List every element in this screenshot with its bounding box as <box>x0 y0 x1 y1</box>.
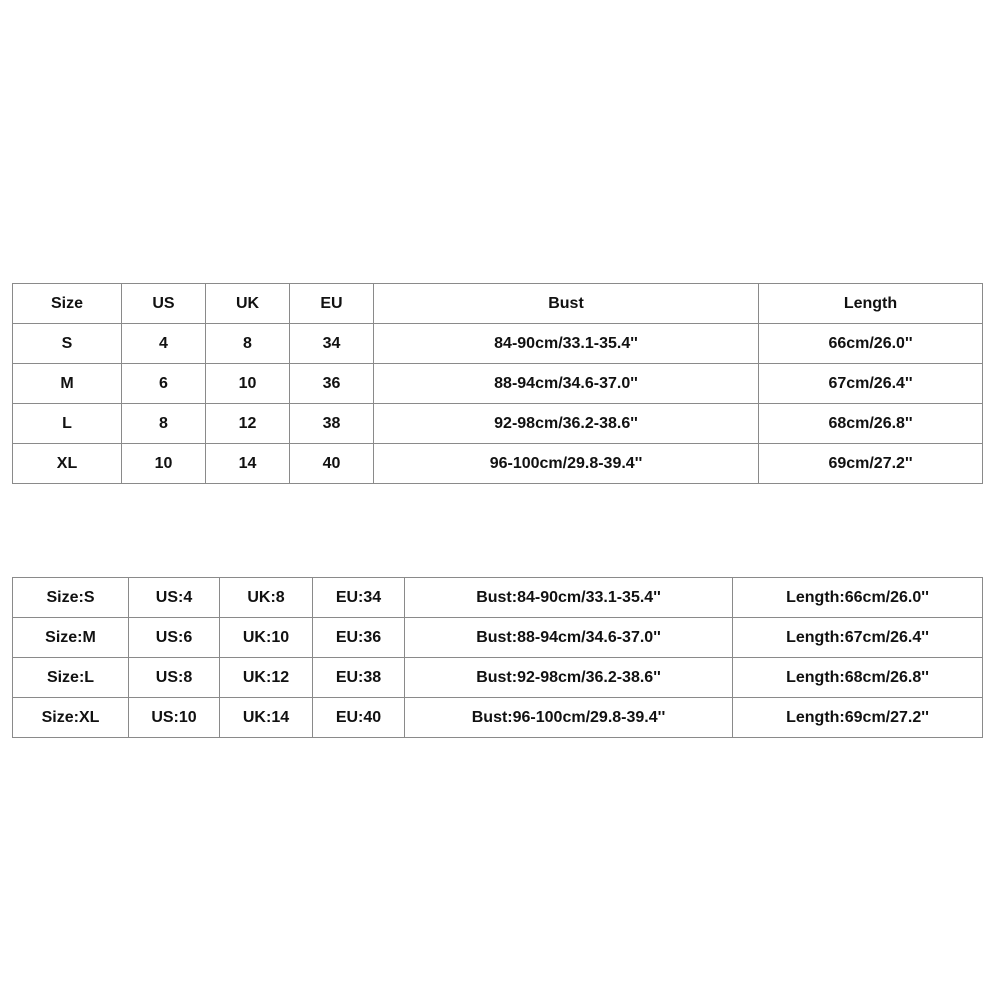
cell-us: US:8 <box>129 658 220 698</box>
cell-size: Size:S <box>13 578 129 618</box>
table-header-row <box>13 284 983 324</box>
cell-size: XL <box>13 444 122 484</box>
header-uk: UK <box>206 284 290 324</box>
cell-uk: UK:14 <box>220 698 313 738</box>
header-eu: EU <box>290 284 374 324</box>
cell-uk: 8 <box>206 324 290 364</box>
cell-eu: 34 <box>290 324 374 364</box>
cell-us: US:6 <box>129 618 220 658</box>
cell-length: Length:68cm/26.8'' <box>733 658 983 698</box>
cell-bust: 88-94cm/34.6-37.0'' <box>374 364 759 404</box>
cell-bust: Bust:96-100cm/29.8-39.4'' <box>405 698 733 738</box>
table-row <box>13 578 983 618</box>
cell-eu: 40 <box>290 444 374 484</box>
cell-length: Length:67cm/26.4'' <box>733 618 983 658</box>
cell-eu: EU:36 <box>313 618 405 658</box>
cell-size: Size:XL <box>13 698 129 738</box>
cell-length: 69cm/27.2'' <box>759 444 983 484</box>
cell-eu: EU:40 <box>313 698 405 738</box>
cell-uk: UK:10 <box>220 618 313 658</box>
cell-eu: 36 <box>290 364 374 404</box>
cell-size: S <box>13 324 122 364</box>
cell-uk: 10 <box>206 364 290 404</box>
size-chart-table <box>12 283 983 484</box>
cell-bust: Bust:84-90cm/33.1-35.4'' <box>405 578 733 618</box>
cell-us: 6 <box>122 364 206 404</box>
header-length: Length <box>759 284 983 324</box>
cell-bust: Bust:88-94cm/34.6-37.0'' <box>405 618 733 658</box>
cell-eu: EU:34 <box>313 578 405 618</box>
cell-length: 66cm/26.0'' <box>759 324 983 364</box>
cell-bust: 96-100cm/29.8-39.4'' <box>374 444 759 484</box>
cell-uk: 14 <box>206 444 290 484</box>
cell-length: Length:69cm/27.2'' <box>733 698 983 738</box>
table-row <box>13 364 983 404</box>
cell-size: M <box>13 364 122 404</box>
cell-length: 67cm/26.4'' <box>759 364 983 404</box>
cell-uk: 12 <box>206 404 290 444</box>
cell-us: 10 <box>122 444 206 484</box>
cell-size: L <box>13 404 122 444</box>
cell-length: 68cm/26.8'' <box>759 404 983 444</box>
cell-uk: UK:8 <box>220 578 313 618</box>
cell-eu: 38 <box>290 404 374 444</box>
cell-bust: 84-90cm/33.1-35.4'' <box>374 324 759 364</box>
header-bust: Bust <box>374 284 759 324</box>
cell-eu: EU:38 <box>313 658 405 698</box>
cell-uk: UK:12 <box>220 658 313 698</box>
table-row <box>13 444 983 484</box>
size-chart-labeled-table <box>12 577 983 738</box>
cell-us: US:4 <box>129 578 220 618</box>
cell-length: Length:66cm/26.0'' <box>733 578 983 618</box>
cell-size: Size:M <box>13 618 129 658</box>
cell-bust: 92-98cm/36.2-38.6'' <box>374 404 759 444</box>
header-us: US <box>122 284 206 324</box>
header-size: Size <box>13 284 122 324</box>
table-row <box>13 404 983 444</box>
cell-us: US:10 <box>129 698 220 738</box>
cell-bust: Bust:92-98cm/36.2-38.6'' <box>405 658 733 698</box>
cell-size: Size:L <box>13 658 129 698</box>
table-row <box>13 324 983 364</box>
cell-us: 4 <box>122 324 206 364</box>
table-row <box>13 618 983 658</box>
table-row <box>13 698 983 738</box>
table-row <box>13 658 983 698</box>
cell-us: 8 <box>122 404 206 444</box>
